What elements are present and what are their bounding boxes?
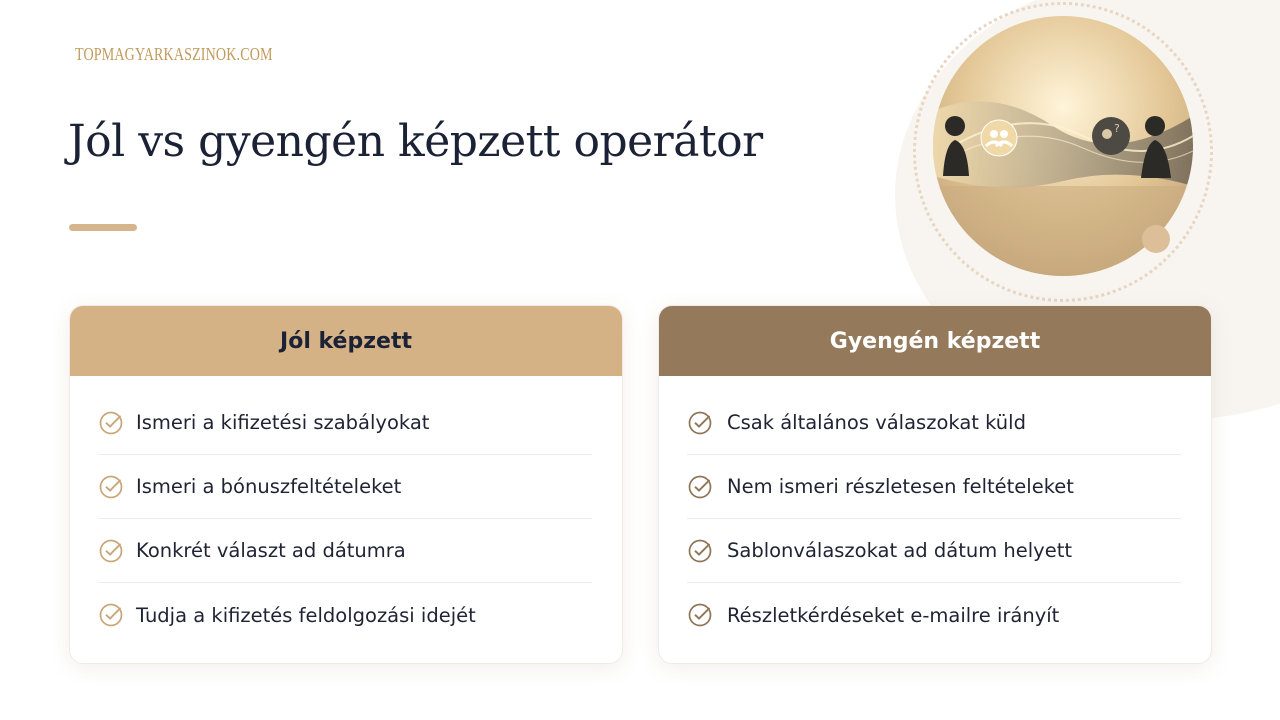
list-item <box>98 455 592 519</box>
list-item-label: Részletkérdéseket e-mailre irányít <box>727 603 1060 627</box>
poorly-trained-list <box>659 376 1211 647</box>
check-circle-icon <box>687 602 713 628</box>
title-underline <box>69 224 137 231</box>
list-item-label: Csak általános válaszokat küld <box>727 411 1026 434</box>
list-item <box>98 519 592 583</box>
list-item-label: Ismeri a bónuszfeltételeket <box>136 475 402 498</box>
list-item <box>98 391 592 455</box>
check-circle-icon <box>687 410 713 436</box>
list-item-label: Sablonválaszokat ad dátum helyett <box>727 539 1072 562</box>
poorly-trained-card <box>658 305 1212 664</box>
page-title: Jól vs gyengén képzett operátor <box>68 116 763 167</box>
svg-text:?: ? <box>1114 122 1120 135</box>
well-trained-list <box>70 376 622 647</box>
list-item <box>687 583 1181 647</box>
hero-decor-dot <box>1142 225 1170 253</box>
list-item <box>687 455 1181 519</box>
well-trained-card <box>69 305 623 664</box>
check-circle-icon <box>687 538 713 564</box>
check-circle-icon <box>98 538 124 564</box>
list-item <box>687 519 1181 583</box>
check-circle-icon <box>98 474 124 500</box>
check-circle-icon <box>687 474 713 500</box>
poorly-trained-card-header: Gyengén képzett <box>659 306 1211 376</box>
list-item-label: Nem ismeri részletesen feltételeket <box>727 475 1074 498</box>
list-item-label: Tudja a kifizetés feldolgozási idejét <box>136 603 476 627</box>
list-item <box>687 391 1181 455</box>
check-circle-icon <box>98 410 124 436</box>
list-item-label: Ismeri a kifizetési szabályokat <box>136 411 430 434</box>
well-trained-card-header: Jól képzett <box>70 306 622 376</box>
brand-logo: TOPMAGYARKASZINOK.COM <box>75 44 273 64</box>
list-item <box>98 583 592 647</box>
check-circle-icon <box>98 602 124 628</box>
list-item-label: Konkrét választ ad dátumra <box>136 539 406 562</box>
